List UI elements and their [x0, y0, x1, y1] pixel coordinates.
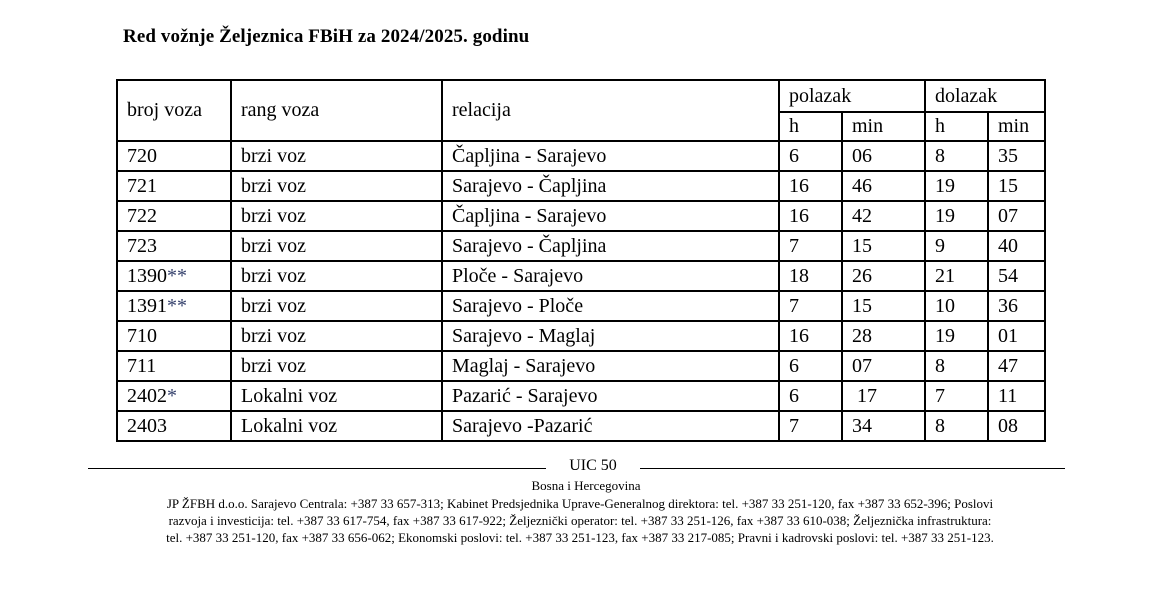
header-departure-minute: min	[842, 112, 925, 141]
footer-contact-line: tel. +387 33 251-120, fax +387 33 656-062; Ekonomski poslovi: tel. +387 33 251-123, fax +387 33 217-085; Pravni i kadrovski poslovi: tel. +387 33 251-123.	[166, 530, 994, 545]
footnote-mark: **	[167, 294, 187, 317]
footer-contact-line: JP ŽFBH d.o.o. Sarajevo Centrala: +387 33 657-313; Kabinet Predsjednika Uprave-Generalnog direktora: tel. +387 33 251-120, fax +387 33 652-396; Poslovi	[166, 496, 994, 511]
departure-minute-cell: 26	[842, 261, 925, 291]
train-rank-cell: brzi voz	[231, 171, 442, 201]
route-cell: Sarajevo -Pazarić	[442, 411, 779, 441]
table-row	[117, 231, 1045, 261]
table-row	[117, 141, 1045, 171]
route-cell: Sarajevo - Čapljina	[442, 171, 779, 201]
table-row	[117, 321, 1045, 351]
train-number-cell: 1390**	[117, 261, 231, 291]
header-arrival: dolazak	[925, 80, 1045, 112]
page-title: Red vožnje Željeznica FBiH za 2024/2025. godinu	[123, 26, 530, 47]
header-departure-hour: h	[779, 112, 842, 141]
table-row	[117, 171, 1045, 201]
footer-contacts	[80, 495, 1080, 546]
arrival-minute-cell: 47	[988, 351, 1045, 381]
train-rank-cell: brzi voz	[231, 291, 442, 321]
departure-minute-cell: 42	[842, 201, 925, 231]
train-rank-cell: brzi voz	[231, 141, 442, 171]
route-cell: Sarajevo - Maglaj	[442, 321, 779, 351]
table-row	[117, 261, 1045, 291]
train-number-cell: 720	[117, 141, 231, 171]
departure-minute-cell: 17	[842, 381, 925, 411]
train-rank-cell: brzi voz	[231, 231, 442, 261]
footer-divider-right	[640, 468, 1065, 469]
departure-hour-cell: 7	[779, 411, 842, 441]
header-train-number: broj voza	[117, 80, 231, 141]
departure-minute-cell: 06	[842, 141, 925, 171]
departure-hour-cell: 6	[779, 381, 842, 411]
route-cell: Čapljina - Sarajevo	[442, 141, 779, 171]
arrival-minute-cell: 07	[988, 201, 1045, 231]
footer-divider-left	[88, 468, 546, 469]
header-train-rank: rang voza	[231, 80, 442, 141]
departure-hour-cell: 6	[779, 351, 842, 381]
train-number-cell: 2403	[117, 411, 231, 441]
arrival-hour-cell: 9	[925, 231, 988, 261]
arrival-hour-cell: 10	[925, 291, 988, 321]
departure-hour-cell: 16	[779, 171, 842, 201]
arrival-minute-cell: 11	[988, 381, 1045, 411]
train-rank-cell: Lokalni voz	[231, 411, 442, 441]
table-row	[117, 381, 1045, 411]
arrival-minute-cell: 15	[988, 171, 1045, 201]
arrival-minute-cell: 40	[988, 231, 1045, 261]
arrival-hour-cell: 8	[925, 141, 988, 171]
departure-minute-cell: 15	[842, 231, 925, 261]
route-cell: Ploče - Sarajevo	[442, 261, 779, 291]
arrival-hour-cell: 7	[925, 381, 988, 411]
footnote-mark: **	[167, 264, 187, 287]
departure-hour-cell: 7	[779, 231, 842, 261]
uic-code: UIC 50	[569, 457, 617, 474]
arrival-minute-cell: 08	[988, 411, 1045, 441]
departure-hour-cell: 16	[779, 321, 842, 351]
header-route: relacija	[442, 80, 779, 141]
train-number-cell: 721	[117, 171, 231, 201]
train-rank-cell: brzi voz	[231, 261, 442, 291]
table-row	[117, 291, 1045, 321]
route-cell: Maglaj - Sarajevo	[442, 351, 779, 381]
departure-minute-cell: 28	[842, 321, 925, 351]
train-number-cell: 2402*	[117, 381, 231, 411]
route-cell: Sarajevo - Čapljina	[442, 231, 779, 261]
departure-minute-cell: 46	[842, 171, 925, 201]
train-rank-cell: Lokalni voz	[231, 381, 442, 411]
footer-country: Bosna i Hercegovina	[531, 478, 641, 493]
header-arrival-minute: min	[988, 112, 1045, 141]
arrival-hour-cell: 21	[925, 261, 988, 291]
timetable-body	[117, 141, 1045, 441]
train-rank-cell: brzi voz	[231, 321, 442, 351]
departure-minute-cell: 34	[842, 411, 925, 441]
arrival-minute-cell: 35	[988, 141, 1045, 171]
footnote-mark: *	[167, 384, 177, 407]
timetable	[116, 79, 1046, 442]
train-rank-cell: brzi voz	[231, 201, 442, 231]
route-cell: Čapljina - Sarajevo	[442, 201, 779, 231]
train-number-cell: 723	[117, 231, 231, 261]
train-number-cell: 1391**	[117, 291, 231, 321]
table-row	[117, 201, 1045, 231]
arrival-hour-cell: 19	[925, 201, 988, 231]
arrival-hour-cell: 8	[925, 411, 988, 441]
table-row	[117, 411, 1045, 441]
departure-hour-cell: 16	[779, 201, 842, 231]
departure-minute-cell: 15	[842, 291, 925, 321]
departure-hour-cell: 7	[779, 291, 842, 321]
train-number-cell: 710	[117, 321, 231, 351]
departure-hour-cell: 18	[779, 261, 842, 291]
train-number-cell: 711	[117, 351, 231, 381]
header-departure: polazak	[779, 80, 925, 112]
arrival-minute-cell: 01	[988, 321, 1045, 351]
departure-hour-cell: 6	[779, 141, 842, 171]
header-arrival-hour: h	[925, 112, 988, 141]
table-row	[117, 351, 1045, 381]
arrival-hour-cell: 19	[925, 171, 988, 201]
arrival-minute-cell: 36	[988, 291, 1045, 321]
route-cell: Pazarić - Sarajevo	[442, 381, 779, 411]
arrival-minute-cell: 54	[988, 261, 1045, 291]
arrival-hour-cell: 8	[925, 351, 988, 381]
train-rank-cell: brzi voz	[231, 351, 442, 381]
departure-minute-cell: 07	[842, 351, 925, 381]
arrival-hour-cell: 19	[925, 321, 988, 351]
footer-contact-line: razvoja i investicija: tel. +387 33 617-754, fax +387 33 617-922; Željeznički operator: tel. +387 33 251-126, fax +387 33 610-038; Željeznička infrastruktura:	[168, 513, 992, 528]
route-cell: Sarajevo - Ploče	[442, 291, 779, 321]
train-number-cell: 722	[117, 201, 231, 231]
